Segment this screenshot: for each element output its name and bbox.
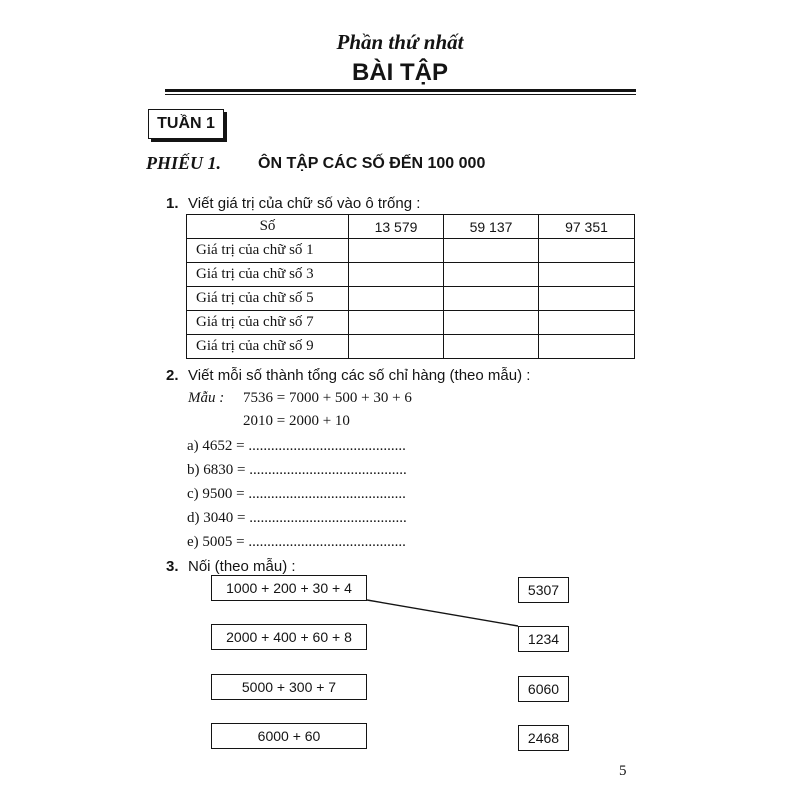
expansion-item[interactable]: b) 6830 = .......................................... xyxy=(187,462,407,478)
page-number: 5 xyxy=(619,763,627,779)
sum-expression-box[interactable]: 5000 + 300 + 7 xyxy=(211,674,367,700)
number-box[interactable]: 2468 xyxy=(518,725,569,751)
exercise-3-number: 3. xyxy=(166,558,179,575)
table-header-label: Số xyxy=(187,215,349,239)
exercise-2-instruction: Viết mỗi số thành tổng các số chỉ hàng (theo mẫu) : xyxy=(188,367,531,384)
sum-expression-box[interactable]: 6000 + 60 xyxy=(211,723,367,749)
table-row-label: Giá trị của chữ số 7 xyxy=(187,311,349,335)
table-header-number: 13 579 xyxy=(349,215,444,239)
number-box[interactable]: 1234 xyxy=(518,626,569,652)
example-line: 2010 = 2000 + 10 xyxy=(243,413,350,429)
table-header-number: 97 351 xyxy=(539,215,635,239)
week-label: TUẦN 1 xyxy=(148,109,224,139)
table-row-label: Giá trị của chữ số 5 xyxy=(187,287,349,311)
sheet-name: ÔN TẬP CÁC SỐ ĐẾN 100 000 xyxy=(258,155,486,172)
example-connector-line xyxy=(367,600,518,626)
expansion-item[interactable]: c) 9500 = .......................................... xyxy=(187,486,406,502)
main-title: BÀI TẬP xyxy=(352,59,448,86)
part-title: Phần thứ nhất xyxy=(336,30,464,54)
expansion-item[interactable]: a) 4652 = .......................................... xyxy=(187,438,406,454)
exercise-3-instruction: Nối (theo mẫu) : xyxy=(188,558,296,575)
table-header-number: 59 137 xyxy=(444,215,539,239)
table-row-label: Giá trị của chữ số 9 xyxy=(187,335,349,359)
sum-expression-box[interactable]: 1000 + 200 + 30 + 4 xyxy=(211,575,367,601)
exercise-2-number: 2. xyxy=(166,367,179,384)
number-box[interactable]: 6060 xyxy=(518,676,569,702)
sheet-code: PHIẾU 1. xyxy=(146,153,222,173)
number-box[interactable]: 5307 xyxy=(518,577,569,603)
example-label: Mẫu : xyxy=(188,390,225,406)
expansion-item[interactable]: d) 3040 = .......................................... xyxy=(187,510,407,526)
exercise-1-instruction: Viết giá trị của chữ số vào ô trống : xyxy=(188,195,421,212)
exercise-1-number: 1. xyxy=(166,195,179,212)
expansion-item[interactable]: e) 5005 = .......................................... xyxy=(187,534,406,550)
example-line: 7536 = 7000 + 500 + 30 + 6 xyxy=(243,390,412,406)
sum-expression-box[interactable]: 2000 + 400 + 60 + 8 xyxy=(211,624,367,650)
table-row-label: Giá trị của chữ số 1 xyxy=(187,239,349,263)
table-row-label: Giá trị của chữ số 3 xyxy=(187,263,349,287)
